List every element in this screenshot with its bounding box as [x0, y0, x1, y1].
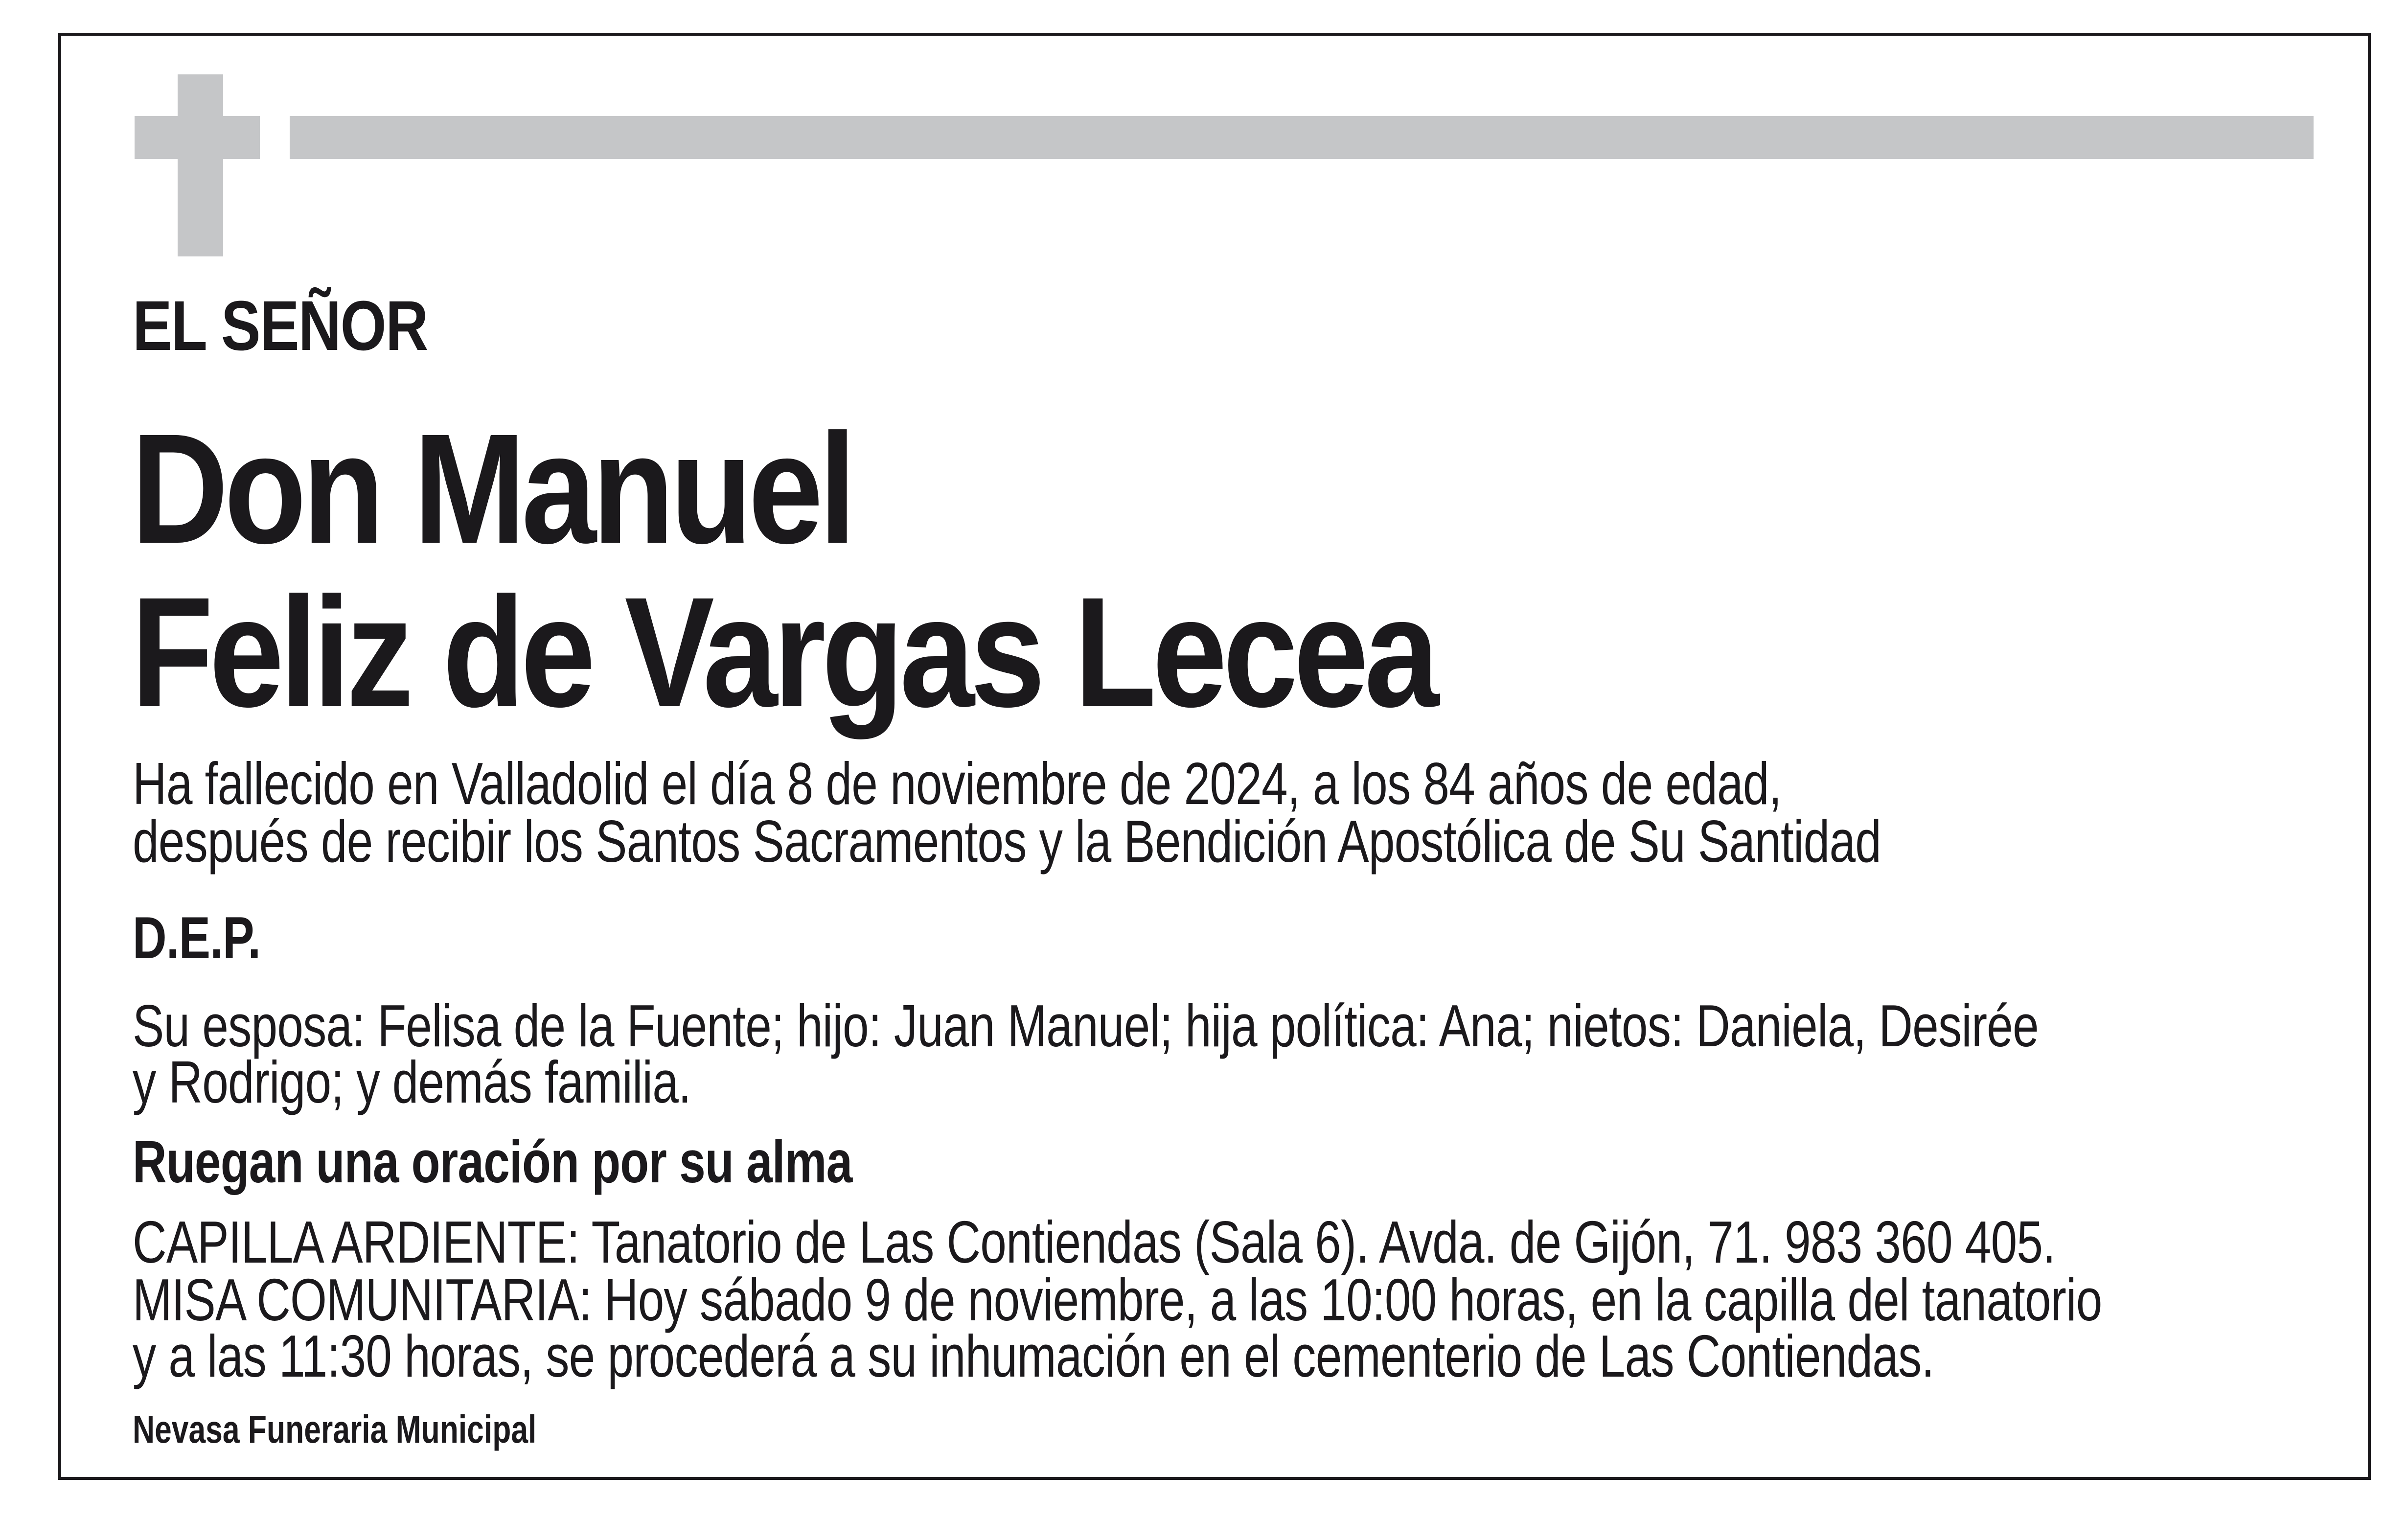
prayer-request: Ruegan una oración por su alma [133, 1128, 852, 1195]
funeral-home: Nevasa Funeraria Municipal [133, 1407, 537, 1451]
service-line-2: MISA COMUNITARIA: Hoy sábado 9 de noviembre, a las 10:00 horas, en la capilla del tanatorio [133, 1267, 2102, 1333]
header-rule [290, 116, 2314, 159]
service-line-1: CAPILLA ARDIENTE: Tanatorio de Las Contiendas (Sala 6). Avda. de Gijón, 71. 983 360 405. [133, 1209, 2056, 1275]
cross-icon [178, 74, 223, 256]
deceased-name-line-2: Feliz de Vargas Lecea [131, 564, 1435, 739]
deceased-name-line-1: Don Manuel [131, 401, 852, 576]
rip-label: D.E.P. [133, 904, 261, 971]
honorific: EL SEÑOR [133, 286, 428, 365]
family-line-2: y Rodrigo; y demás familia. [133, 1049, 691, 1115]
family-line-1: Su esposa: Felisa de la Fuente; hijo: Juan Manuel; hija política: Ana; nietos: Daniela, Desirée [133, 992, 2039, 1059]
cross-icon-arm [135, 116, 260, 159]
death-statement-line-2: después de recibir los Santos Sacramentos y la Bendición Apostólica de Su Santidad [133, 808, 1881, 875]
service-line-3: y a las 11:30 horas, se procederá a su inhumación en el cementerio de Las Contiendas. [133, 1323, 1934, 1389]
death-statement-line-1: Ha fallecido en Valladolid el día 8 de noviembre de 2024, a los 84 años de edad, [133, 750, 1782, 817]
